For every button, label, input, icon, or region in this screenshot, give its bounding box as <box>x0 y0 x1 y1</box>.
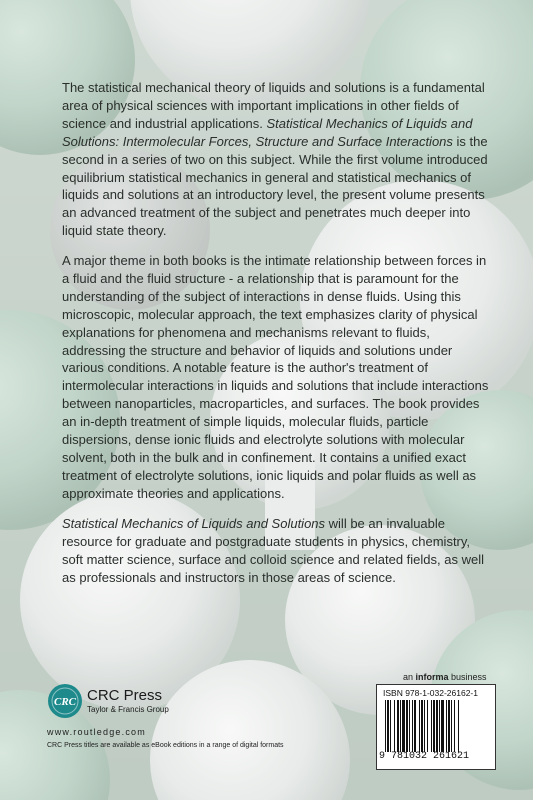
barcode-digits: 9 781032 261621 <box>379 751 470 762</box>
barcode-bar <box>421 700 423 752</box>
barcode-bar <box>394 700 395 752</box>
barcode-bar <box>409 700 410 752</box>
barcode-bar <box>385 700 386 752</box>
barcode-bar <box>406 700 408 752</box>
barcode-bar <box>397 700 399 752</box>
barcode-bar <box>414 700 416 752</box>
crc-logo-icon <box>47 683 83 719</box>
barcode-bar <box>412 700 413 752</box>
barcode-bar <box>451 700 452 752</box>
barcode-bar <box>446 700 447 752</box>
blurb-paragraph-3: Statistical Mechanics of Liquids and Solutions will be an invaluable resource for graduate and postgraduate students in physics, chemistry, soft matter science, surface and colloid science and related fields, as well as professionals and instructors in those areas of science. <box>62 516 484 585</box>
publisher-url[interactable]: www.routledge.com <box>47 727 146 737</box>
barcode-bar <box>454 700 455 752</box>
crc-logo-text: CRC <box>53 696 77 708</box>
barcode-bar <box>458 700 459 752</box>
publisher-name: CRC Press <box>87 687 163 704</box>
barcode-bar <box>424 700 425 752</box>
barcode-bar <box>436 700 438 752</box>
barcode-bar <box>387 700 389 752</box>
barcode-bar <box>439 700 440 752</box>
blurb-paragraph-2: A major theme in both books is the intimate relationship between forces in a fluid and the fluid structure - a relationship that is paramount for the understanding of the subject of interactions in dense fluids. Using this microscopic, molecular approach, the text emphasizes clarity of physical explanations for phenomena and mechanisms relevant to fluids, addressing the structure and behavior of liquids and solutions under various conditions. A notable feature is the author's treatment of intermolecular interactions in liquids and solutions that include interactions between nanoparticles, macroparticles, and surfaces. The book provides an in-depth treatment of simple liquids, molecular fluids, particle dispersions, dense ionic fluids and electrolyte solutions with molecular solvent, both in the bulk and in confinement. It contains a unified exact treatment of electrolyte solutions, ionic liquids and polar fluids as well as approximate theories and applications. <box>62 253 489 501</box>
book-title-emphasis: Statistical Mechanics of Liquids and Solutions <box>62 516 326 531</box>
publisher-group: Taylor & Francis Group <box>87 705 169 714</box>
barcode-bar <box>441 700 444 752</box>
barcode-bar <box>419 700 420 752</box>
barcode <box>376 684 496 770</box>
barcode-bar <box>431 700 432 752</box>
ebook-note: CRC Press titles are available as eBook editions in a range of digital formats <box>47 742 284 749</box>
book-title-emphasis: Statistical Mechanics of Liquids and Solutions: Intermolecular Forces, Structure and Surface Interactions <box>62 115 473 149</box>
isbn-label: ISBN 978-1-032-26162-1 <box>383 688 478 698</box>
blurb-paragraph-1: The statistical mechanical theory of liquids and solutions is a fundamental area of physical sciences with important implications in other fields of science and industrial applications. Statistical Mechanics of Liquids and Solutions: Intermolecular Forces, Structure and Surface Interactions is the second in a series of two on this subject. While the first volume introduced equilibrium statistical mechanics in general and statistical mechanics of liquids and solutions at an introductory level, the present volume presents an advanced treatment of the subject and penetrates much deeper into liquid state theory. <box>62 80 488 239</box>
barcode-bar <box>402 700 405 752</box>
barcode-bar <box>448 700 450 752</box>
barcode-bar <box>433 700 435 752</box>
barcode-bar <box>400 700 401 752</box>
barcode-bars <box>385 700 487 752</box>
barcode-bar <box>390 700 391 752</box>
barcode-bar <box>427 700 428 752</box>
informa-tagline: an informa business <box>403 672 487 682</box>
